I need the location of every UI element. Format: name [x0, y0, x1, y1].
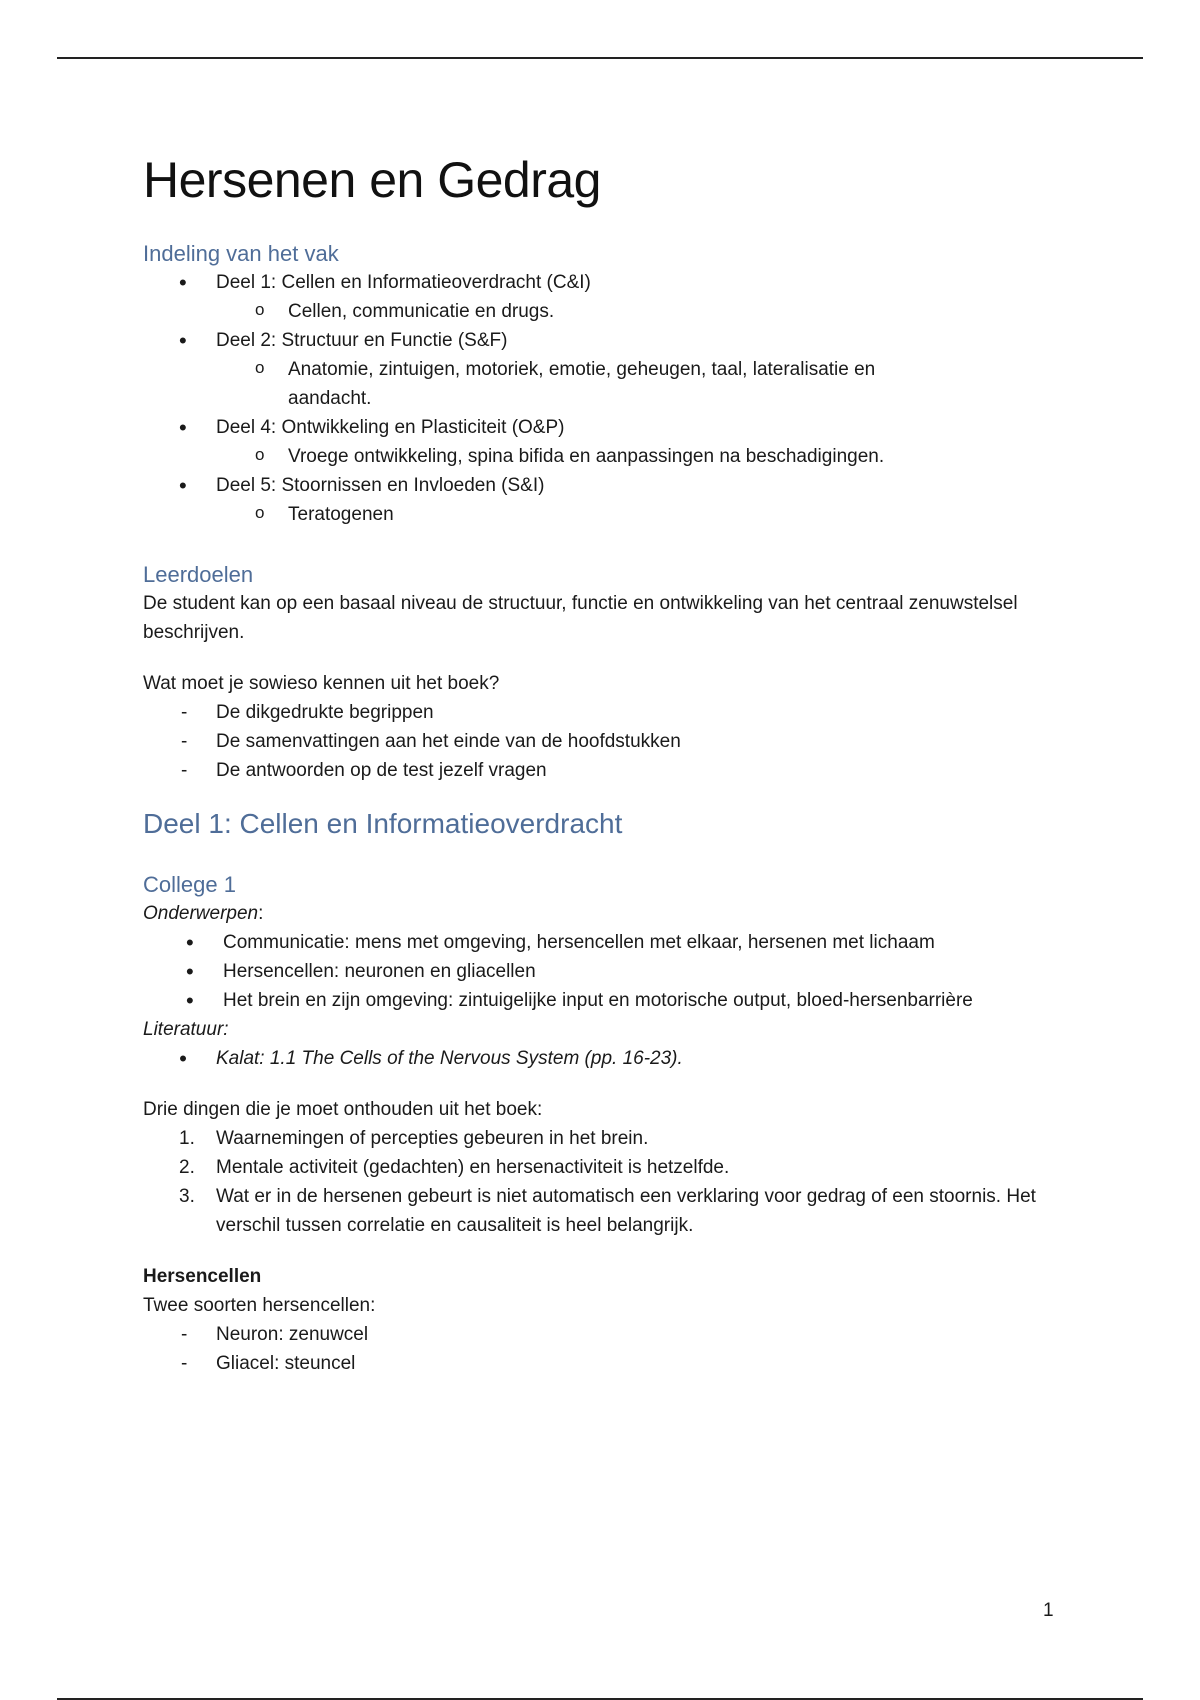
- header-rule: [57, 57, 1143, 59]
- list-item: - Neuron: zenuwcel: [143, 1320, 1083, 1349]
- onderwerpen-list: [150, 928, 1083, 1015]
- list-item: - De dikgedrukte begrippen: [143, 698, 1083, 727]
- list-item: • Deel 5: Stoornissen en Invloeden (S&I) o Teratogenen: [143, 471, 1083, 529]
- leerdoelen-question: Wat moet je sowieso kennen uit het boek?: [143, 673, 500, 694]
- literatuur-label: Literatuur:: [143, 1019, 229, 1040]
- hersencellen-intro: Twee soorten hersencellen:: [143, 1295, 376, 1316]
- list-item: - De samenvattingen aan het einde van de hoofdstukken: [143, 727, 1083, 756]
- list-item: 2. Mentale activiteit (gedachten) en hersenactiviteit is hetzelfde.: [179, 1157, 730, 1178]
- page-title: Hersenen en Gedrag: [143, 152, 601, 208]
- leerdoelen-list: [143, 698, 1083, 785]
- list-item: 3. Wat er in de hersenen gebeurt is niet automatisch een verklaring voor gedrag of een stoornis. Het verschil tussen correlatie en causaliteit is heel belangrijk.: [179, 1186, 1036, 1236]
- drie-list: [143, 1124, 1083, 1240]
- heading-indeling: Indeling van het vak: [143, 241, 339, 266]
- list-subitem: o Cellen, communicatie en drugs.: [143, 297, 1083, 326]
- list-item: • Hersencellen: neuronen en gliacellen: [150, 957, 1083, 986]
- list-item: - De antwoorden op de test jezelf vragen: [143, 756, 1083, 785]
- list-item: • Communicatie: mens met omgeving, hersencellen met elkaar, hersenen met lichaam: [150, 928, 1083, 957]
- document-body: [143, 150, 1083, 1378]
- hersencellen-list: [143, 1320, 1083, 1378]
- heading-hersencellen: Hersencellen: [143, 1266, 262, 1287]
- list-item: • Het brein en zijn omgeving: zintuigelijke input en motorische output, bloed-hersenbarrière: [150, 986, 1083, 1015]
- leerdoelen-text: De student kan op een basaal niveau de structuur, functie en ontwikkeling van het centraal zenuwstelsel beschrijven.: [143, 593, 1018, 643]
- list-item: • Deel 4: Ontwikkeling en Plasticiteit (O&P) o Vroege ontwikkeling, spina bifida en aanpassingen na beschadigingen.: [143, 413, 1083, 471]
- drie-intro: Drie dingen die je moet onthouden uit het boek:: [143, 1099, 543, 1120]
- list-item: 1. Waarnemingen of percepties gebeuren in het brein.: [179, 1128, 649, 1149]
- list-item: - Gliacel: steuncel: [143, 1349, 1083, 1378]
- heading-deel1: Deel 1: Cellen en Informatieoverdracht: [143, 808, 623, 839]
- heading-college1: College 1: [143, 872, 236, 897]
- literatuur-list: [143, 1044, 1083, 1073]
- list-subitem: o Anatomie, zintuigen, motoriek, emotie, geheugen, taal, lateralisatie en aandacht.: [143, 355, 1083, 413]
- list-item: • Deel 2: Structuur en Functie (S&F) o Anatomie, zintuigen, motoriek, emotie, geheugen, taal, lateralisatie en aandacht.: [143, 326, 1083, 413]
- page-number: 1: [1043, 1600, 1054, 1621]
- list-subitem: o Teratogenen: [143, 500, 1083, 529]
- list-item: • Kalat: 1.1 The Cells of the Nervous System (pp. 16-23).: [143, 1044, 1083, 1073]
- heading-leerdoelen: Leerdoelen: [143, 562, 254, 587]
- list-item: • Deel 1: Cellen en Informatieoverdracht (C&I) o Cellen, communicatie en drugs.: [143, 268, 1083, 326]
- onderwerpen-colon: :: [258, 903, 264, 924]
- onderwerpen-label: Onderwerpen: [143, 903, 259, 924]
- indeling-list: [143, 268, 1083, 529]
- list-subitem: o Vroege ontwikkeling, spina bifida en aanpassingen na beschadigingen.: [143, 442, 1083, 471]
